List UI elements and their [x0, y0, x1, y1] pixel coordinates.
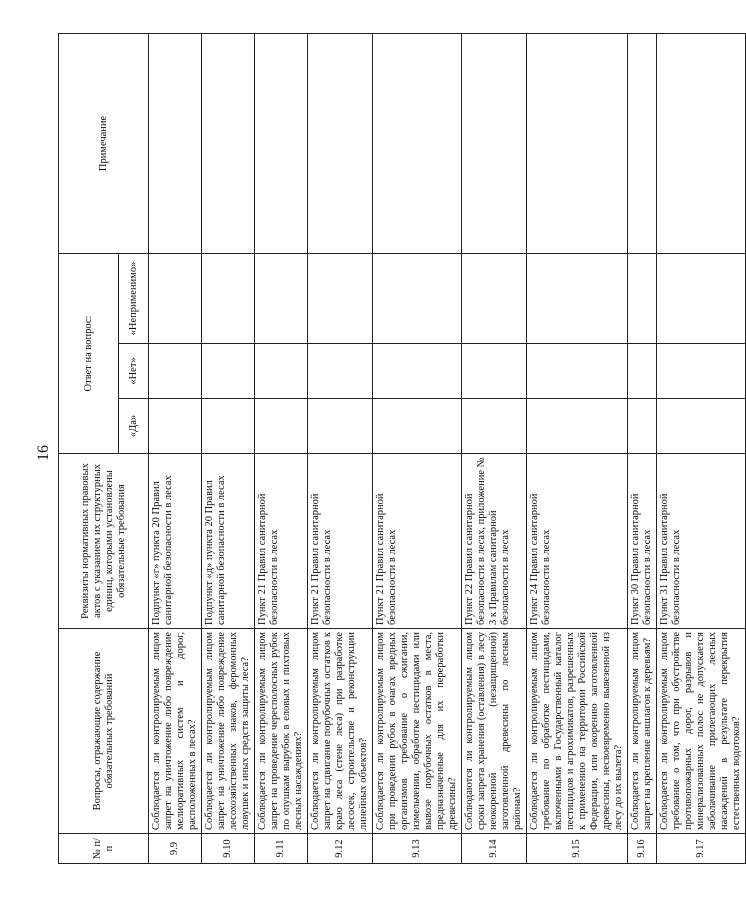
- note-cell[interactable]: [657, 33, 746, 253]
- answer-no-cell[interactable]: [308, 344, 373, 399]
- row-num: 9.17: [657, 834, 746, 864]
- requirements-table: [58, 33, 746, 864]
- row-requisites: Пункт 31 Правил санитарной безопасности в лесах: [657, 454, 746, 629]
- row-requisites: Пункт 21 Правил санитарной безопасности в лесах: [308, 454, 373, 629]
- note-cell[interactable]: [308, 33, 373, 253]
- table-row: [628, 33, 657, 863]
- row-question: Соблюдается ли контролируемым лицом при проведении рубок в очагах вредных организмов требование о сжигании, измельчении, обработке пестицидами или вывозе порубочных остатков в места, предназначенные для их переработки древесины?: [373, 629, 462, 834]
- row-num: 9.16: [628, 834, 657, 864]
- answer-yes-cell[interactable]: [202, 399, 255, 454]
- header-na: «Неприменимо»: [119, 253, 149, 343]
- row-question: Соблюдается ли контролируемым лицом запрет на уничтожение либо повреждение мелиоративных систем и дорог, расположенных в лесах?: [149, 629, 202, 834]
- table-row: [255, 33, 308, 863]
- row-requisites: Подпункт «д» пункта 20 Правил санитарной безопасности в лесах: [202, 454, 255, 629]
- table-row: [149, 33, 202, 863]
- answer-no-cell[interactable]: [255, 344, 308, 399]
- note-cell[interactable]: [149, 33, 202, 253]
- answer-yes-cell[interactable]: [527, 399, 628, 454]
- row-question: Соблюдается ли контролируемым лицом запрет на крепление аншлагов к деревьям?: [628, 629, 657, 834]
- header-requisites: Реквизиты нормативных правовых актов с указанием их структурных единиц, которыми установлены обязательные требования: [59, 454, 149, 629]
- row-num: 9.15: [527, 834, 628, 864]
- row-question: Соблюдается ли контролируемым лицом требование по обработке пестицидами, включенными в Государственный каталог пестицидов и агрохимикатов, разрешенных к применению на территории Российской Федерации, или окорению заготовленной древесины, несвоевременно вывезенной из лесу до их вылета?: [527, 629, 628, 834]
- answer-yes-cell[interactable]: [657, 399, 746, 454]
- answer-no-cell[interactable]: [462, 344, 527, 399]
- row-question: Соблюдается ли контролируемым лицом требование о том, что при обустройстве противопожарных дорог, разрывов и минерализованных полос не допускается заболачивание прилегающих лесных насаждений в результате перекрытия естественных водотоков?: [657, 629, 746, 834]
- answer-yes-cell[interactable]: [628, 399, 657, 454]
- row-requisites: Пункт 22 Правил санитарной безопасности в лесах, приложение № 3 к Правилам санитарной безопасности в лесах: [462, 454, 527, 629]
- answer-yes-cell[interactable]: [149, 399, 202, 454]
- row-num: 9.11: [255, 834, 308, 864]
- answer-yes-cell[interactable]: [308, 399, 373, 454]
- row-requisites: Пункт 21 Правил санитарной безопасности в лесах: [255, 454, 308, 629]
- row-question: Соблюдается ли контролируемым лицом запрет на сдвигание порубочных остатков к краю леса (стене леса) при разработке лесосек, строительстве и реконструкции линейных объектов?: [308, 629, 373, 834]
- note-cell[interactable]: [255, 33, 308, 253]
- row-num: 9.12: [308, 834, 373, 864]
- answer-na-cell[interactable]: [149, 253, 202, 343]
- answer-yes-cell[interactable]: [373, 399, 462, 454]
- answer-yes-cell[interactable]: [462, 399, 527, 454]
- table-row: [462, 33, 527, 863]
- answer-na-cell[interactable]: [462, 253, 527, 343]
- header-note: Примечание: [59, 33, 149, 253]
- header-no: «Нет»: [119, 344, 149, 399]
- answer-na-cell[interactable]: [628, 253, 657, 343]
- header-num: № п/п: [59, 834, 149, 864]
- answer-na-cell[interactable]: [308, 253, 373, 343]
- row-num: 9.14: [462, 834, 527, 864]
- note-cell[interactable]: [628, 33, 657, 253]
- row-num: 9.13: [373, 834, 462, 864]
- header-question: Вопросы, отражающие содержание обязательных требований: [59, 629, 149, 834]
- answer-no-cell[interactable]: [373, 344, 462, 399]
- note-cell[interactable]: [462, 33, 527, 253]
- answer-na-cell[interactable]: [202, 253, 255, 343]
- row-num: 9.10: [202, 834, 255, 864]
- answer-yes-cell[interactable]: [255, 399, 308, 454]
- table-row: [202, 33, 255, 863]
- page-number: 16: [35, 445, 52, 461]
- rotated-page: [58, 34, 742, 864]
- row-question: Соблюдается ли контролируемым лицом запрет на уничтожение либо повреждение лесохозяйственных знаков, феромонных ловушек и иных средств защиты леса?: [202, 629, 255, 834]
- table-row: [527, 33, 628, 863]
- note-cell[interactable]: [373, 33, 462, 253]
- row-requisites: Пункт 24 Правил санитарной безопасности в лесах: [527, 454, 628, 629]
- row-requisites: Пункт 30 Правил санитарной безопасности в лесах: [628, 454, 657, 629]
- answer-no-cell[interactable]: [527, 344, 628, 399]
- answer-na-cell[interactable]: [373, 253, 462, 343]
- row-num: 9.9: [149, 834, 202, 864]
- row-question: Соблюдается ли контролируемым лицом запрет на проведение чересполосных рубок по опушкам вырубок в еловых и пихтовых лесных насаждениях?: [255, 629, 308, 834]
- header-answer: Ответ на вопрос:: [59, 253, 119, 453]
- answer-no-cell[interactable]: [657, 344, 746, 399]
- table-row: [373, 33, 462, 863]
- table-row: [657, 33, 746, 863]
- row-requisites: Пункт 21 Правил санитарной безопасности в лесах: [373, 454, 462, 629]
- row-question: Соблюдаются ли контролируемым лицом сроки запрета хранения (оставления) в лесу неокоренной (незащищенной) заготовленной древесины по лесным районам?: [462, 629, 527, 834]
- table-row: [308, 33, 373, 863]
- answer-no-cell[interactable]: [149, 344, 202, 399]
- row-requisites: Подпункт «г» пункта 20 Правил санитарной безопасности в лесах: [149, 454, 202, 629]
- answer-no-cell[interactable]: [628, 344, 657, 399]
- note-cell[interactable]: [527, 33, 628, 253]
- header-yes: «Да»: [119, 399, 149, 454]
- answer-na-cell[interactable]: [527, 253, 628, 343]
- answer-na-cell[interactable]: [657, 253, 746, 343]
- answer-no-cell[interactable]: [202, 344, 255, 399]
- note-cell[interactable]: [202, 33, 255, 253]
- answer-na-cell[interactable]: [255, 253, 308, 343]
